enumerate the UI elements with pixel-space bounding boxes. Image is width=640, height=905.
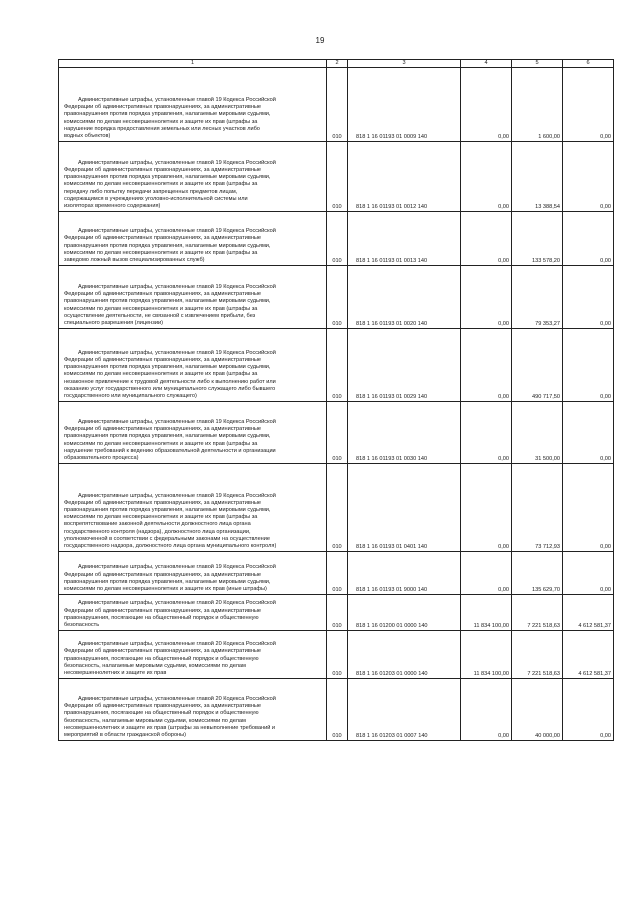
value-cell-col6: 4 612 581,37 xyxy=(563,595,614,631)
table-row xyxy=(59,595,614,631)
value-cell-col5: 79 353,27 xyxy=(512,266,563,329)
value-cell-col4: 11 834 100,00 xyxy=(461,595,512,631)
value-cell-col5: 40 000,00 xyxy=(512,679,563,741)
value-cell-col6: 0,00 xyxy=(563,329,614,402)
value-cell-col5: 1 600,00 xyxy=(512,68,563,142)
income-name-cell: Административные штрафы, установленные главой 19 Кодекса Российской Федерации об административных правонарушениях, за административные правонарушения против порядка управления, налагаемые мировыми судьями, комиссиями по делам несовершеннолетних и защите их прав (штрафы за нарушение порядка предоставления земельных или лесных участков либо водных объектов) xyxy=(59,68,327,142)
line-code-cell: 010 xyxy=(327,68,348,142)
table-row xyxy=(59,679,614,741)
income-name-cell: Административные штрафы, установленные главой 19 Кодекса Российской Федерации об административных правонарушениях, за административные правонарушения против порядка управления, налагаемые мировыми судьями, комиссиями по делам несовершеннолетних и защите их прав (штрафы за воспрепятствование законной деятельности должностного лица органа государственного контроля (надзора), должностного лица организации, уполномоченной в соответствии с федеральными законами на осуществление государственного надзора, должностного лица органа муниципального контроля) xyxy=(59,464,327,552)
budget-code-cell: 818 1 16 01193 01 0009 140 xyxy=(348,68,461,142)
income-name-cell: Административные штрафы, установленные главой 19 Кодекса Российской Федерации об административных правонарушениях, за административные правонарушения против порядка управления, налагаемые мировыми судьями, комиссиями по делам несовершеннолетних и защите их прав (штрафы за нарушение требований к ведению образовательной деятельности и организации образовательного процесса) xyxy=(59,402,327,464)
table-row xyxy=(59,631,614,679)
page-number: 19 xyxy=(315,36,325,45)
column-number: 6 xyxy=(563,60,614,68)
budget-code-cell: 818 1 16 01193 01 9000 140 xyxy=(348,552,461,595)
value-cell-col4: 11 834 100,00 xyxy=(461,631,512,679)
value-cell-col6: 0,00 xyxy=(563,552,614,595)
line-code-cell: 010 xyxy=(327,595,348,631)
value-cell-col5: 135 629,70 xyxy=(512,552,563,595)
line-code-cell: 010 xyxy=(327,631,348,679)
value-cell-col6: 0,00 xyxy=(563,464,614,552)
table-row xyxy=(59,402,614,464)
value-cell-col4: 0,00 xyxy=(461,266,512,329)
income-name-cell: Административные штрафы, установленные главой 20 Кодекса Российской Федерации об административных правонарушениях, за административные правонарушения, посягающие на общественный порядок и общественную безопасность, налагаемые мировыми судьями, комиссиями по делам несовершеннолетних и защите их прав xyxy=(59,631,327,679)
budget-code-cell: 818 1 16 01193 01 0030 140 xyxy=(348,402,461,464)
income-name-cell: Административные штрафы, установленные главой 19 Кодекса Российской Федерации об административных правонарушениях, за административные правонарушения против порядка управления, налагаемые мировыми судьями, комиссиями по делам несовершеннолетних и защите их прав (штрафы за незаконное привлечение к трудовой деятельности либо к выполнению работ или оказанию услуг государственного или муниципального служащего либо бывшего государственного или муниципального служащего) xyxy=(59,329,327,402)
revenue-report-table xyxy=(58,59,614,741)
value-cell-col6: 4 612 581,37 xyxy=(563,631,614,679)
value-cell-col4: 0,00 xyxy=(461,464,512,552)
table-row xyxy=(59,329,614,402)
line-code-cell: 010 xyxy=(327,679,348,741)
value-cell-col4: 0,00 xyxy=(461,402,512,464)
income-name-cell: Административные штрафы, установленные главой 19 Кодекса Российской Федерации об административных правонарушениях, за административные правонарушения против порядка управления, налагаемые мировыми судьями, комиссиями по делам несовершеннолетних и защите их прав (штрафы за передачу либо попытку передачи запрещенных предметов лицам, содержащимся в учреждениях уголовно-исполнительной системы или изоляторах временного содержания) xyxy=(59,142,327,212)
budget-code-cell: 818 1 16 01203 01 0007 140 xyxy=(348,679,461,741)
value-cell-col6: 0,00 xyxy=(563,266,614,329)
budget-code-cell: 818 1 16 01193 01 0401 140 xyxy=(348,464,461,552)
value-cell-col4: 0,00 xyxy=(461,142,512,212)
value-cell-col5: 490 717,50 xyxy=(512,329,563,402)
column-number: 2 xyxy=(327,60,348,68)
budget-code-cell: 818 1 16 01200 01 0000 140 xyxy=(348,595,461,631)
value-cell-col6: 0,00 xyxy=(563,402,614,464)
value-cell-col5: 31 500,00 xyxy=(512,402,563,464)
income-name-cell: Административные штрафы, установленные главой 19 Кодекса Российской Федерации об административных правонарушениях, за административные правонарушения против порядка управления, налагаемые мировыми судьями, комиссиями по делам несовершеннолетних и защите их прав (штрафы за заведомо ложный вызов специализированных служб) xyxy=(59,212,327,266)
line-code-cell: 010 xyxy=(327,552,348,595)
line-code-cell: 010 xyxy=(327,329,348,402)
line-code-cell: 010 xyxy=(327,402,348,464)
table-row xyxy=(59,212,614,266)
income-name-cell: Административные штрафы, установленные главой 20 Кодекса Российской Федерации об административных правонарушениях, за административные правонарушения, посягающие на общественный порядок и общественную безопасность xyxy=(59,595,327,631)
income-name-cell: Административные штрафы, установленные главой 19 Кодекса Российской Федерации об административных правонарушениях, за административные правонарушения против порядка управления, налагаемые мировыми судьями, комиссиями по делам несовершеннолетних и защите их прав (иные штрафы) xyxy=(59,552,327,595)
value-cell-col5: 73 712,93 xyxy=(512,464,563,552)
budget-code-cell: 818 1 16 01193 01 0012 140 xyxy=(348,142,461,212)
column-number: 5 xyxy=(512,60,563,68)
table-row xyxy=(59,266,614,329)
table-row xyxy=(59,142,614,212)
column-number: 1 xyxy=(59,60,327,68)
column-number-row xyxy=(59,60,614,68)
line-code-cell: 010 xyxy=(327,464,348,552)
budget-code-cell: 818 1 16 01203 01 0000 140 xyxy=(348,631,461,679)
line-code-cell: 010 xyxy=(327,142,348,212)
income-name-cell: Административные штрафы, установленные главой 19 Кодекса Российской Федерации об административных правонарушениях, за административные правонарушения против порядка управления, налагаемые мировыми судьями, комиссиями по делам несовершеннолетних и защите их прав (штрафы за осуществление деятельности, не связанной с извлечением прибыли, без специального разрешения (лицензии) xyxy=(59,266,327,329)
value-cell-col4: 0,00 xyxy=(461,212,512,266)
table-row xyxy=(59,464,614,552)
table-row xyxy=(59,552,614,595)
line-code-cell: 010 xyxy=(327,212,348,266)
income-name-cell: Административные штрафы, установленные главой 20 Кодекса Российской Федерации об административных правонарушениях, за административные правонарушения, посягающие на общественный порядок и общественную безопасность, налагаемые мировыми судьями, комиссиями по делам несовершеннолетних и защите их прав (штрафы за невыполнение требований и мероприятий в области гражданской обороны) xyxy=(59,679,327,741)
budget-code-cell: 818 1 16 01193 01 0020 140 xyxy=(348,266,461,329)
budget-code-cell: 818 1 16 01193 01 0013 140 xyxy=(348,212,461,266)
value-cell-col5: 7 221 518,63 xyxy=(512,595,563,631)
column-number: 4 xyxy=(461,60,512,68)
value-cell-col6: 0,00 xyxy=(563,142,614,212)
value-cell-col4: 0,00 xyxy=(461,68,512,142)
value-cell-col4: 0,00 xyxy=(461,329,512,402)
value-cell-col5: 13 388,54 xyxy=(512,142,563,212)
value-cell-col4: 0,00 xyxy=(461,552,512,595)
value-cell-col6: 0,00 xyxy=(563,212,614,266)
line-code-cell: 010 xyxy=(327,266,348,329)
value-cell-col6: 0,00 xyxy=(563,679,614,741)
value-cell-col5: 133 578,20 xyxy=(512,212,563,266)
table-row xyxy=(59,68,614,142)
value-cell-col5: 7 221 518,63 xyxy=(512,631,563,679)
column-number: 3 xyxy=(348,60,461,68)
value-cell-col4: 0,00 xyxy=(461,679,512,741)
value-cell-col6: 0,00 xyxy=(563,68,614,142)
budget-code-cell: 818 1 16 01193 01 0029 140 xyxy=(348,329,461,402)
